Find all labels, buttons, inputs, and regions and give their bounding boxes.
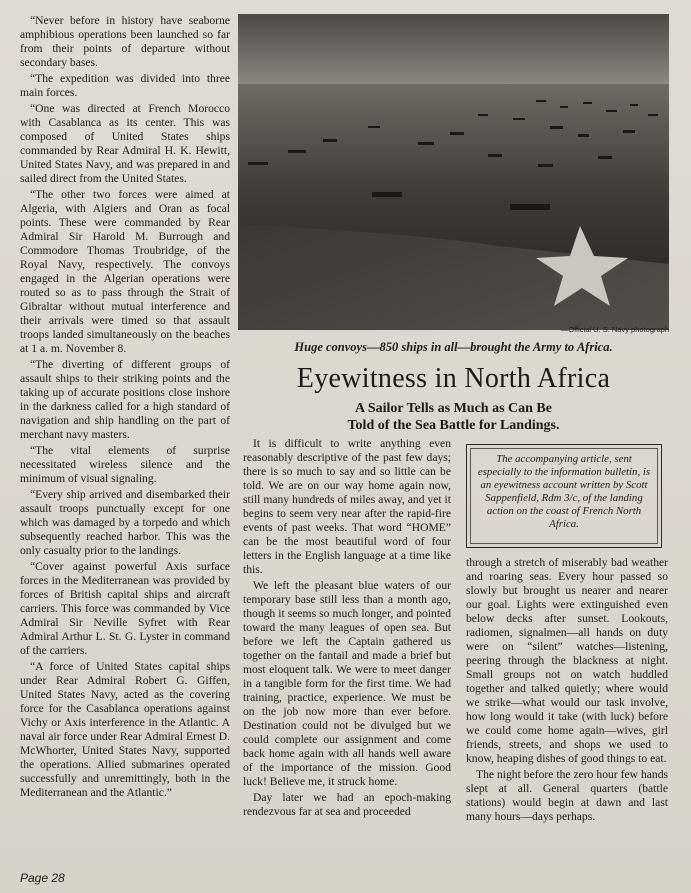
editor-note-text: The accompanying article, sent especially to the information bulletin, is an eyewitness account written by Scott Sappenfield, Rdm 3/c, of the landing action on the coast of French North Africa. [477, 453, 651, 530]
paragraph: through a stretch of miserably bad weather and roaring seas. Every hour passed so slowly but brought us nearer and nearer our goal. Lights were extinguished even below decks after sunset. Lookouts, radiomen, signalmen—all hands on duty were on “silent” watches—listening, peering through the blackness at night. Small groups not on watch huddled together and talked quietly; where would we strike—what would our task involve, how long would it take (with luck) before we could come home again—wives, girl friends, streets, and shops we used to know, heaping dishes of good things to eat. [466, 556, 668, 765]
paragraph: “Cover against powerful Axis surface forces in the Mediterranean was provided by forces of British capital ships and aircraft carriers. This force was commanded by Vice Admiral Sir Neville Syfret with Rear Admiral Arthur L. St. G. Lyster in command of the carriers. [20, 560, 230, 657]
paragraph: We left the pleasant blue waters of our temporary base still less than a month ago, though it seems so much longer, and pointed toward the many leagues of open sea. But before we left the Captain gathered us together on the fantail and made a brief but most eloquent talk. We were to meet danger in a tangible form for the first time. We had training, practice, experience. We must be on the job now more than ever before. Destination could not be divulged but we could complete our assignment and come back home again with all hands well aware of the importance of the mission. Good luck! Believe me, it struck home. [243, 579, 451, 788]
photo-caption: Huge convoys—850 ships in all—brought the Army to Africa. [294, 340, 613, 354]
paragraph: “Never before in history have seaborne amphibious operations been launched so far from their points of departure without secondary bases. [20, 14, 230, 69]
photo-credit: —Official U. S. Navy photograph [560, 325, 669, 334]
paragraph: “The other two forces were aimed at Algeria, with Algiers and Oran as focal points. These were commanded by Rear Admiral Sir Harold M. Burrough and Commodore Thomas Troubridge, of the Royal Navy, respectively. The convoys engaged in the Algerian operations were routed so as to pass through the Strait of Gibraltar without mutual interference and their arrivals were timed so that assault troops landed simultaneously on the beaches at 1 a. m. November 8. [20, 188, 230, 355]
page-number: Page 28 [20, 871, 65, 885]
subhead-line: A Sailor Tells as Much as Can Be [355, 401, 552, 416]
subhead-line: Told of the Sea Battle for Landings. [347, 418, 560, 433]
convoy-photograph [238, 14, 669, 330]
editor-note-box [466, 444, 662, 548]
middle-text-column [243, 437, 451, 821]
article-subhead [238, 400, 669, 434]
paragraph: “The diverting of different groups of assault ships to their striking points and the taking up of accurate positions close inshore in the darkness called for a high standard of navigation and ship handling on the part of merchant navy masters. [20, 358, 230, 441]
left-text-column [20, 14, 230, 802]
paragraph: “The expedition was divided into three main forces. [20, 72, 230, 99]
paragraph: “Every ship arrived and disembarked their assault troops punctually except for one which was damaged by a torpedo and which subsequently reached harbor. This was the only casualty prior to the landings. [20, 488, 230, 557]
convoy-photo-image [238, 14, 669, 330]
article-headline: Eyewitness in North Africa [296, 363, 611, 394]
right-text-column [466, 556, 668, 826]
paragraph: The night before the zero hour few hands slept at all. General quarters (battle stations) would begin at dawn and last many hours—days perhaps. [466, 768, 668, 823]
paragraph: “A force of United States capital ships under Rear Admiral Robert G. Giffen, United States Navy, acted as the covering force for the Casablanca operations against Vichy or Axis interference in the Atlantic. A naval air force under Rear Admiral Ernest D. McWhorter, United States Navy, supported the operations. Allied submarines operated successfully and unremittingly, both in the Mediterranean and the Atlantic.” [20, 660, 230, 799]
paragraph: It is difficult to write anything even reasonably descriptive of the past few days; there is so much to say and so little can be told. We are on our way home again now, still many hundreds of miles away, and yet it begins to seem very near after the rapid-fire events of past weeks. That word “HOME” can be the most beautiful word of four letters in the English language at a time like this. [243, 437, 451, 576]
paragraph: “The vital elements of surprise necessitated wireless silence and the minimum of visual signaling. [20, 444, 230, 485]
paragraph: “One was directed at French Morocco with Casablanca as its center. This was composed of United States ships commanded by Rear Admiral H. K. Hewitt, United States Navy, and was prepared in and sailed direct from the United States. [20, 102, 230, 185]
paragraph: Day later we had an epoch-making rendezvous far at sea and proceeded [243, 791, 451, 818]
